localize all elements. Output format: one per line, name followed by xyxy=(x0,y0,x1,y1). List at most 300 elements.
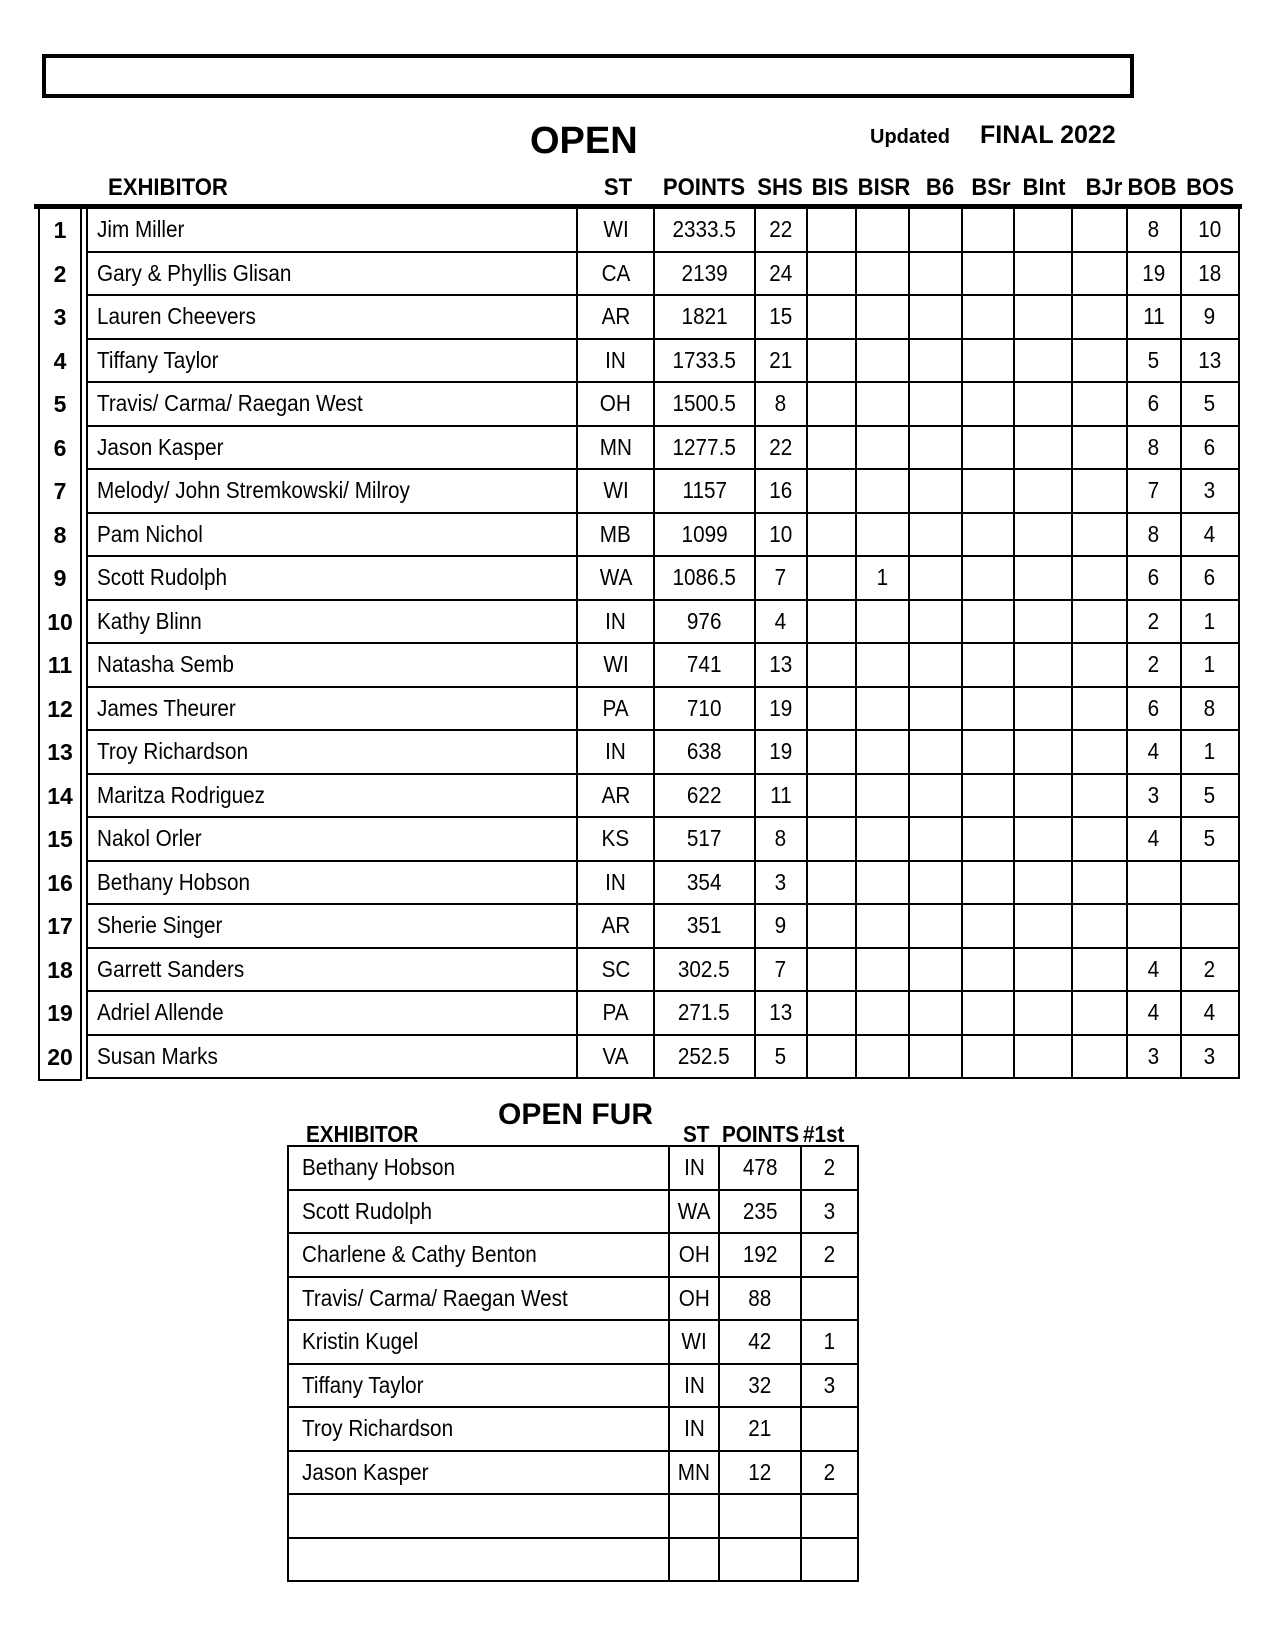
cell-st xyxy=(577,513,654,557)
col-header-bjr: BJr xyxy=(1085,174,1123,201)
cell-shs-text: 4 xyxy=(775,607,787,634)
standings-table xyxy=(86,209,1240,1079)
col-header-bint: BInt xyxy=(1022,174,1066,201)
fur-cell-points-text: 21 xyxy=(748,1415,772,1442)
cell-name xyxy=(87,948,577,992)
table-row xyxy=(87,861,1239,905)
cell-bint xyxy=(1014,991,1071,1035)
cell-bis xyxy=(807,295,856,339)
fur-cell-points-text: 12 xyxy=(748,1458,772,1485)
fur-cell-st xyxy=(669,1494,719,1538)
cell-st xyxy=(577,469,654,513)
cell-bos xyxy=(1181,339,1240,383)
cell-shs xyxy=(755,991,807,1035)
cell-shs xyxy=(755,469,807,513)
cell-bint xyxy=(1014,904,1071,948)
cell-bint xyxy=(1014,730,1071,774)
rank-number: 18 xyxy=(47,956,73,983)
cell-name-text: Maritza Rodriguez xyxy=(97,781,265,808)
cell-bos xyxy=(1181,991,1240,1035)
cell-bjr xyxy=(1072,295,1127,339)
cell-st xyxy=(577,730,654,774)
cell-bisr xyxy=(856,948,908,992)
cell-bjr xyxy=(1072,904,1127,948)
fur-cell-st xyxy=(669,1538,719,1582)
cell-shs-text: 5 xyxy=(775,1042,787,1069)
cell-b6 xyxy=(909,295,962,339)
cell-shs xyxy=(755,687,807,731)
cell-bjr xyxy=(1072,382,1127,426)
cell-bisr xyxy=(856,209,908,252)
cell-st-text: SC xyxy=(601,955,631,982)
table-row xyxy=(87,643,1239,687)
cell-bob xyxy=(1127,687,1180,731)
cell-bisr xyxy=(856,600,908,644)
table-row xyxy=(87,209,1239,252)
fur-cell-first xyxy=(801,1320,858,1364)
fur-cell-points xyxy=(719,1407,801,1451)
cell-b6 xyxy=(909,643,962,687)
fur-cell-first xyxy=(801,1277,858,1321)
cell-bjr xyxy=(1072,774,1127,818)
cell-points-text: 2139 xyxy=(681,259,728,286)
cell-st-text: MN xyxy=(599,433,632,460)
cell-bis xyxy=(807,948,856,992)
cell-bos xyxy=(1181,904,1240,948)
cell-name-text: Bethany Hobson xyxy=(97,868,251,895)
cell-bob-text: 4 xyxy=(1148,999,1160,1026)
cell-shs xyxy=(755,904,807,948)
cell-st-text: VA xyxy=(602,1042,629,1069)
cell-bisr xyxy=(856,904,908,948)
fur-cell-st-text: MN xyxy=(677,1458,711,1485)
table-row xyxy=(87,600,1239,644)
cell-points xyxy=(654,643,755,687)
col-header-points: POINTS xyxy=(662,174,746,201)
fur-cell-first xyxy=(801,1451,858,1495)
cell-bos-text: 13 xyxy=(1198,346,1222,373)
cell-name-text: Jason Kasper xyxy=(97,433,224,460)
cell-b6 xyxy=(909,513,962,557)
fur-cell-first-text: 2 xyxy=(823,1241,836,1268)
cell-shs-text: 19 xyxy=(769,738,793,765)
rank-number: 10 xyxy=(47,608,73,635)
rank-number: 1 xyxy=(53,217,67,244)
cell-bob-text: 7 xyxy=(1148,477,1160,504)
cell-points-text: 1277.5 xyxy=(672,433,736,460)
fur-cell-st xyxy=(669,1320,719,1364)
cell-st-text: AR xyxy=(601,912,631,939)
cell-st xyxy=(577,382,654,426)
cell-bis xyxy=(807,991,856,1035)
cell-bob-text: 6 xyxy=(1148,564,1160,591)
fur-cell-first-text: 3 xyxy=(823,1371,836,1398)
cell-st xyxy=(577,209,654,252)
cell-bisr xyxy=(856,817,908,861)
cell-b6 xyxy=(909,600,962,644)
cell-points xyxy=(654,730,755,774)
fur-cell-name xyxy=(288,1320,669,1364)
cell-points-text: 622 xyxy=(686,781,722,808)
cell-bsr xyxy=(962,948,1014,992)
cell-bjr xyxy=(1072,643,1127,687)
cell-bjr xyxy=(1072,469,1127,513)
cell-bos-text: 1 xyxy=(1203,607,1216,634)
cell-bint xyxy=(1014,339,1071,383)
fur-cell-st-text: WI xyxy=(681,1328,707,1355)
cell-bis xyxy=(807,382,856,426)
cell-bis xyxy=(807,469,856,513)
cell-bint xyxy=(1014,861,1071,905)
cell-st xyxy=(577,904,654,948)
cell-st-text: KS xyxy=(601,825,630,852)
fur-cell-st xyxy=(669,1364,719,1408)
cell-bob xyxy=(1127,904,1180,948)
cell-shs xyxy=(755,209,807,252)
col-header-bisr: BISR xyxy=(857,174,911,201)
cell-shs xyxy=(755,774,807,818)
cell-b6 xyxy=(909,687,962,731)
cell-points-text: 710 xyxy=(686,694,722,721)
cell-bos-text: 6 xyxy=(1203,564,1216,591)
cell-b6 xyxy=(909,904,962,948)
fur-cell-name-text: Travis/ Carma/ Raegan West xyxy=(302,1284,568,1311)
fur-cell-first xyxy=(801,1407,858,1451)
cell-name xyxy=(87,774,577,818)
fur-cell-first-text: 1 xyxy=(823,1328,836,1355)
cell-bisr xyxy=(856,556,908,600)
col-header-bos: BOS xyxy=(1186,174,1234,201)
cell-bisr xyxy=(856,730,908,774)
cell-name xyxy=(87,991,577,1035)
cell-bob xyxy=(1127,730,1180,774)
cell-st-text: MB xyxy=(600,520,632,547)
cell-st xyxy=(577,556,654,600)
cell-st xyxy=(577,339,654,383)
cell-b6 xyxy=(909,209,962,252)
cell-bsr xyxy=(962,904,1014,948)
cell-bob-text: 4 xyxy=(1148,825,1160,852)
cell-bsr xyxy=(962,252,1014,296)
fur-row xyxy=(288,1538,858,1582)
table-row xyxy=(87,339,1239,383)
cell-bos-text: 1 xyxy=(1203,738,1216,765)
cell-points xyxy=(654,469,755,513)
cell-bob xyxy=(1127,991,1180,1035)
cell-shs-text: 9 xyxy=(775,912,787,939)
cell-st-text: AR xyxy=(601,781,631,808)
table-row xyxy=(87,426,1239,470)
cell-shs xyxy=(755,339,807,383)
fur-cell-st-text: WA xyxy=(677,1197,711,1224)
cell-bint xyxy=(1014,687,1071,731)
cell-bos-text: 4 xyxy=(1203,520,1216,547)
cell-name xyxy=(87,600,577,644)
rank-number: 3 xyxy=(53,304,67,331)
cell-bob xyxy=(1127,469,1180,513)
rank-number: 12 xyxy=(47,695,73,722)
fur-cell-name xyxy=(288,1190,669,1234)
cell-bjr xyxy=(1072,948,1127,992)
col-header-st: ST xyxy=(603,174,633,201)
cell-bjr xyxy=(1072,1035,1127,1079)
cell-bjr xyxy=(1072,730,1127,774)
cell-bint xyxy=(1014,643,1071,687)
cell-bos xyxy=(1181,687,1240,731)
fur-row xyxy=(288,1320,858,1364)
col-header-bsr: BSr xyxy=(971,174,1011,201)
cell-name xyxy=(87,730,577,774)
fur-cell-first-text: 3 xyxy=(823,1197,836,1224)
cell-points-text: 1099 xyxy=(681,520,728,547)
fur-cell-points xyxy=(719,1190,801,1234)
cell-bisr xyxy=(856,426,908,470)
fur-cell-first xyxy=(801,1538,858,1582)
cell-st xyxy=(577,774,654,818)
fur-row xyxy=(288,1364,858,1408)
fur-header-st: ST xyxy=(683,1121,710,1147)
fur-row xyxy=(288,1146,858,1190)
cell-points-text: 271.5 xyxy=(678,999,731,1026)
cell-bisr xyxy=(856,1035,908,1079)
rank-number: 2 xyxy=(53,260,67,287)
cell-bis xyxy=(807,861,856,905)
cell-st-text: WI xyxy=(602,477,629,504)
cell-bob xyxy=(1127,600,1180,644)
table-row xyxy=(87,295,1239,339)
cell-bis xyxy=(807,339,856,383)
cell-bjr xyxy=(1072,991,1127,1035)
cell-st-text: IN xyxy=(605,738,627,765)
fur-cell-points-text: 42 xyxy=(748,1328,772,1355)
cell-shs xyxy=(755,1035,807,1079)
fur-cell-st-text: IN xyxy=(683,1371,705,1398)
fur-cell-st xyxy=(669,1190,719,1234)
cell-bint xyxy=(1014,426,1071,470)
cell-bos xyxy=(1181,861,1240,905)
cell-b6 xyxy=(909,861,962,905)
cell-name-text: Natasha Semb xyxy=(97,651,234,678)
cell-points-text: 976 xyxy=(686,607,722,634)
cell-shs xyxy=(755,600,807,644)
cell-bob-text: 8 xyxy=(1148,216,1160,243)
fur-row xyxy=(288,1233,858,1277)
cell-bint xyxy=(1014,774,1071,818)
cell-st-text: AR xyxy=(601,303,631,330)
cell-bisr-text: 1 xyxy=(876,564,889,591)
cell-st-text: WI xyxy=(602,651,629,678)
cell-st xyxy=(577,643,654,687)
cell-shs-text: 19 xyxy=(769,694,793,721)
cell-name-text: Tiffany Taylor xyxy=(97,346,219,373)
cell-bob xyxy=(1127,209,1180,252)
cell-points xyxy=(654,687,755,731)
cell-st xyxy=(577,1035,654,1079)
cell-bob xyxy=(1127,382,1180,426)
table-row xyxy=(87,1035,1239,1079)
cell-bsr xyxy=(962,817,1014,861)
cell-bint xyxy=(1014,556,1071,600)
cell-bob-text: 6 xyxy=(1148,390,1160,417)
cell-points-text: 1821 xyxy=(681,303,728,330)
rank-number: 14 xyxy=(47,782,73,809)
cell-shs-text: 16 xyxy=(769,477,793,504)
cell-st-text: PA xyxy=(602,694,629,721)
cell-bob xyxy=(1127,774,1180,818)
cell-bos xyxy=(1181,426,1240,470)
cell-bob-text: 3 xyxy=(1148,781,1160,808)
cell-st-text: IN xyxy=(605,607,627,634)
cell-name-text: Troy Richardson xyxy=(97,738,249,765)
rank-number: 7 xyxy=(53,478,67,505)
cell-name-text: Scott Rudolph xyxy=(97,564,228,591)
table-row xyxy=(87,469,1239,513)
cell-name xyxy=(87,1035,577,1079)
cell-bisr xyxy=(856,861,908,905)
cell-bos-text: 8 xyxy=(1203,694,1216,721)
cell-bint xyxy=(1014,252,1071,296)
fur-cell-points-text: 88 xyxy=(748,1284,772,1311)
cell-bob-text: 2 xyxy=(1148,607,1160,634)
cell-name xyxy=(87,382,577,426)
table-row xyxy=(87,817,1239,861)
rank-number: 20 xyxy=(47,1043,73,1070)
cell-bsr xyxy=(962,600,1014,644)
cell-st xyxy=(577,687,654,731)
cell-bsr xyxy=(962,382,1014,426)
cell-bsr xyxy=(962,861,1014,905)
cell-bis xyxy=(807,513,856,557)
cell-bos xyxy=(1181,382,1240,426)
cell-bis xyxy=(807,600,856,644)
cell-bint xyxy=(1014,513,1071,557)
cell-name-text: Gary & Phyllis Glisan xyxy=(97,259,292,286)
cell-bob xyxy=(1127,252,1180,296)
cell-bob-text: 4 xyxy=(1148,738,1160,765)
cell-name-text: Nakol Orler xyxy=(97,825,202,852)
table-row xyxy=(87,948,1239,992)
fur-cell-st xyxy=(669,1277,719,1321)
cell-bsr xyxy=(962,1035,1014,1079)
cell-shs-text: 11 xyxy=(770,781,792,808)
cell-bsr xyxy=(962,687,1014,731)
cell-bjr xyxy=(1072,556,1127,600)
rank-number: 15 xyxy=(47,826,73,853)
cell-bos-text: 3 xyxy=(1203,477,1216,504)
cell-bos-text: 5 xyxy=(1203,390,1216,417)
cell-st xyxy=(577,948,654,992)
cell-name-text: Jim Miller xyxy=(97,216,185,243)
fur-cell-points xyxy=(719,1320,801,1364)
cell-bis xyxy=(807,643,856,687)
cell-bob xyxy=(1127,295,1180,339)
rank-number: 4 xyxy=(53,347,67,374)
cell-bisr xyxy=(856,469,908,513)
fur-row xyxy=(288,1407,858,1451)
cell-st xyxy=(577,600,654,644)
cell-bob-text: 8 xyxy=(1148,433,1160,460)
cell-name-text: Sherie Singer xyxy=(97,912,223,939)
col-header-shs: SHS xyxy=(757,174,803,201)
cell-name xyxy=(87,904,577,948)
cell-bos xyxy=(1181,817,1240,861)
cell-bint xyxy=(1014,948,1071,992)
col-header-bob: BOB xyxy=(1127,174,1177,201)
cell-bob-text: 6 xyxy=(1148,694,1160,721)
cell-bsr xyxy=(962,513,1014,557)
cell-bos-text: 6 xyxy=(1203,433,1216,460)
cell-name xyxy=(87,426,577,470)
cell-shs xyxy=(755,513,807,557)
cell-bos-text: 18 xyxy=(1198,259,1222,286)
cell-shs-text: 3 xyxy=(775,868,787,895)
cell-st-text: PA xyxy=(602,999,629,1026)
updated-label: Updated xyxy=(870,126,950,148)
cell-st xyxy=(577,817,654,861)
cell-shs-text: 8 xyxy=(775,825,787,852)
cell-shs xyxy=(755,252,807,296)
cell-name xyxy=(87,339,577,383)
cell-shs xyxy=(755,730,807,774)
cell-bsr xyxy=(962,556,1014,600)
fur-header-points: POINTS xyxy=(722,1121,800,1147)
fur-table xyxy=(287,1145,859,1582)
cell-points-text: 354 xyxy=(686,868,722,895)
cell-bos xyxy=(1181,469,1240,513)
col-header-bis: BIS xyxy=(811,174,849,201)
cell-bos-text: 5 xyxy=(1203,825,1216,852)
cell-shs-text: 13 xyxy=(769,999,793,1026)
table-row xyxy=(87,730,1239,774)
cell-bob xyxy=(1127,817,1180,861)
rank-number: 9 xyxy=(53,565,67,592)
fur-cell-st xyxy=(669,1146,719,1190)
cell-points xyxy=(654,991,755,1035)
table-row xyxy=(87,556,1239,600)
cell-bos-text: 9 xyxy=(1203,303,1216,330)
cell-st xyxy=(577,252,654,296)
fur-cell-name-text: Jason Kasper xyxy=(302,1458,429,1485)
cell-bos xyxy=(1181,513,1240,557)
cell-bos xyxy=(1181,1035,1240,1079)
cell-b6 xyxy=(909,1035,962,1079)
cell-b6 xyxy=(909,991,962,1035)
cell-shs-text: 22 xyxy=(769,433,793,460)
cell-bint xyxy=(1014,600,1071,644)
table-row xyxy=(87,252,1239,296)
col-header-exhibitor: EXHIBITOR xyxy=(108,174,228,201)
cell-name xyxy=(87,513,577,557)
fur-cell-first-text: 2 xyxy=(823,1458,836,1485)
cell-st-text: IN xyxy=(605,346,627,373)
cell-points xyxy=(654,513,755,557)
fur-cell-name xyxy=(288,1364,669,1408)
fur-cell-name xyxy=(288,1407,669,1451)
fur-cell-points xyxy=(719,1364,801,1408)
cell-name xyxy=(87,209,577,252)
cell-bsr xyxy=(962,469,1014,513)
fur-cell-st-text: IN xyxy=(683,1415,705,1442)
cell-b6 xyxy=(909,339,962,383)
page-title: OPEN xyxy=(530,120,638,162)
cell-points-text: 252.5 xyxy=(678,1042,731,1069)
fur-cell-points xyxy=(719,1494,801,1538)
cell-bjr xyxy=(1072,687,1127,731)
cell-name xyxy=(87,252,577,296)
fur-cell-name-text: Troy Richardson xyxy=(302,1415,454,1442)
fur-cell-first-text: 2 xyxy=(823,1154,836,1181)
cell-b6 xyxy=(909,252,962,296)
